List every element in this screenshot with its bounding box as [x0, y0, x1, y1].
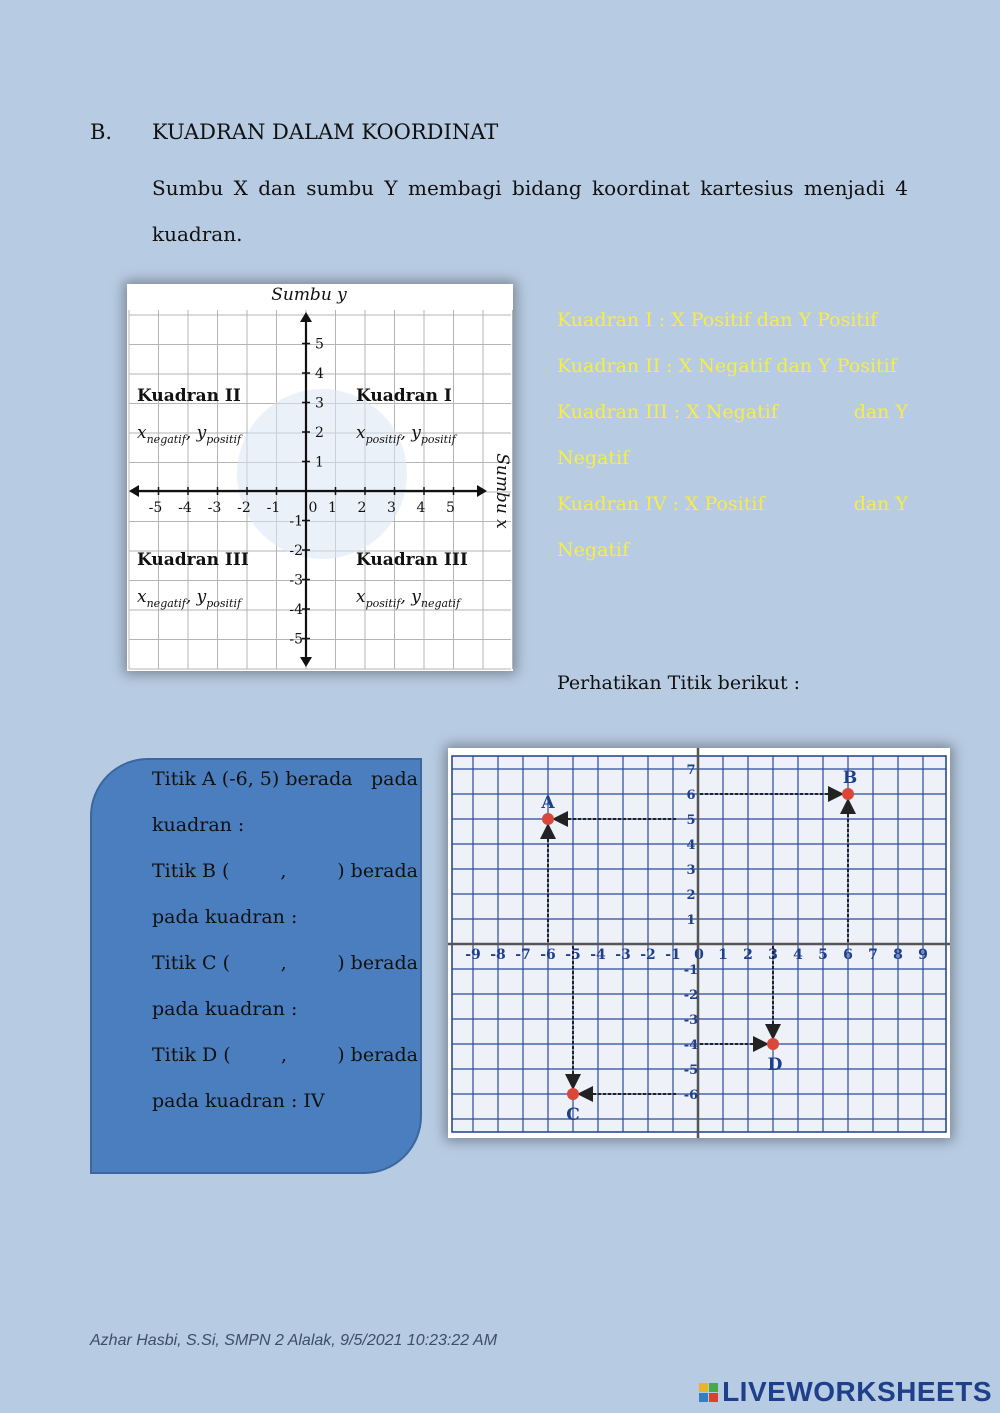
- y-tick-label: 2: [686, 888, 696, 903]
- y-tick-label: -4: [289, 602, 303, 618]
- point-b: [842, 788, 854, 800]
- question-c-right: ) berada: [337, 952, 418, 974]
- x-tick-label: -2: [640, 947, 656, 963]
- y-tick-label: 7: [686, 763, 696, 778]
- y-axis-top-arrow-icon: [300, 312, 312, 322]
- y-tick-label: 1: [686, 913, 696, 928]
- x-axis-right-arrow-icon: [477, 485, 487, 497]
- point-c: [567, 1088, 579, 1100]
- x-tick-label: -3: [615, 947, 631, 963]
- brand-logo-tile: [699, 1393, 708, 1402]
- x-tick-label: -1: [665, 947, 681, 963]
- brand-logo-tile: [709, 1393, 718, 1402]
- x-tick-label: -4: [590, 947, 606, 963]
- notice-text: Perhatikan Titik berikut :: [557, 672, 801, 694]
- question-a-right: pada: [371, 768, 418, 790]
- x-tick-label: -3: [207, 500, 222, 516]
- point-label: D: [767, 1055, 783, 1075]
- question-b-cont: pada kuadran :: [152, 906, 298, 928]
- x-tick-label: 4: [793, 947, 803, 963]
- x-tick-label: -1: [266, 500, 281, 516]
- y-tick-label: -1: [683, 963, 699, 978]
- x-tick-label: -8: [490, 947, 506, 963]
- x-tick-label: -5: [565, 947, 581, 963]
- x-tick-label: 3: [768, 947, 778, 963]
- brand-name: LIVEWORKSHEETS: [722, 1376, 992, 1407]
- brand-logo-tile: [709, 1383, 718, 1392]
- y-tick-label: 4: [686, 838, 696, 853]
- point-label: A: [541, 793, 555, 813]
- y-tick-label: 5: [315, 336, 324, 353]
- section-letter: B.: [90, 120, 113, 144]
- x-tick-label: 9: [918, 947, 928, 963]
- brand: [699, 1376, 992, 1408]
- x-tick-label: 5: [818, 947, 828, 963]
- x-tick-label: 4: [416, 500, 426, 516]
- y-tick-label: -5: [683, 1063, 699, 1078]
- y-tick-label: 3: [686, 863, 696, 878]
- brand-logo-tile: [699, 1383, 708, 1392]
- x-tick-label: 6: [843, 947, 853, 963]
- legend-q3-right: dan Y: [853, 401, 908, 423]
- quadrant-title: Kuadran II: [137, 386, 241, 406]
- x-tick-label: -5: [148, 500, 163, 516]
- points-diagram: [448, 748, 950, 1138]
- quadrant-sign-rule: $x_{positif}$, $y_{negatif}$: [356, 587, 461, 610]
- y-tick-label: -4: [683, 1038, 699, 1053]
- question-d-left: Titik D (: [152, 1044, 231, 1066]
- y-axis-title: Sumbu y: [271, 285, 347, 305]
- question-b: [152, 848, 418, 894]
- question-c-cont: pada kuadran :: [152, 998, 298, 1020]
- watermark-logo-icon: [237, 389, 407, 559]
- footer-credit: Azhar Hasbi, S.Si, SMPN 2 Alalak, 9/5/2021 10:23:22 AM: [90, 1332, 498, 1349]
- x-axis-left-arrow-icon: [129, 485, 139, 497]
- question-b-left: Titik B (: [152, 860, 230, 882]
- quadrant-title: Kuadran I: [356, 386, 452, 406]
- legend-q3: [557, 389, 908, 435]
- legend-q1: Kuadran I : X Positif dan Y Positif: [557, 309, 878, 331]
- question-d-cont: pada kuadran : IV: [152, 1090, 325, 1112]
- question-c-left: Titik C (: [152, 952, 231, 974]
- question-c-comma: ,: [280, 952, 287, 974]
- question-a: [152, 756, 418, 802]
- x-tick-label: 1: [718, 947, 728, 963]
- intro-paragraph: Sumbu X dan sumbu Y membagi bidang koordinat kartesius menjadi 4 kuadran.: [152, 176, 908, 246]
- y-tick-label: -1: [289, 513, 303, 530]
- legend-q4-left: Kuadran IV : X Positif: [557, 493, 765, 515]
- point-label: B: [842, 768, 858, 788]
- x-tick-label: 3: [387, 500, 396, 516]
- legend-q3-cont: Negatif: [557, 447, 630, 469]
- x-tick-label: 0: [694, 947, 704, 963]
- x-tick-label: 1: [328, 500, 337, 516]
- quadrant-sign-rule: $x_{positif}$, $y_{positif}$: [356, 423, 456, 446]
- legend-q4-right: dan Y: [853, 493, 908, 515]
- brand-logo-icon: [699, 1383, 718, 1402]
- x-tick-label: -6: [540, 947, 556, 963]
- y-tick-label: -5: [289, 631, 303, 648]
- y-tick-label: 5: [686, 813, 696, 828]
- question-a-text: Titik A (-6, 5) berada: [152, 768, 353, 790]
- x-tick-label: 0: [308, 500, 318, 516]
- quadrant-legend: [557, 297, 908, 573]
- point-label: C: [566, 1105, 580, 1125]
- x-tick-label: -4: [178, 500, 192, 516]
- x-tick-label: 8: [893, 947, 903, 963]
- point-a: [542, 813, 554, 825]
- x-tick-label: 7: [868, 947, 878, 963]
- legend-q4-cont: Negatif: [557, 539, 630, 561]
- quadrant-title: Kuadran III: [356, 550, 468, 570]
- question-list: [152, 756, 418, 1124]
- x-tick-label: 2: [357, 500, 367, 516]
- y-axis-bottom-arrow-icon: [300, 657, 312, 667]
- section-title: KUADRAN DALAM KOORDINAT: [152, 120, 499, 144]
- question-a-cont: kuadran :: [152, 814, 245, 836]
- x-tick-label: -7: [515, 947, 531, 963]
- x-tick-label: 5: [446, 500, 455, 516]
- y-tick-label: 2: [315, 425, 324, 441]
- legend-q3-left: Kuadran III : X Negatif: [557, 401, 778, 423]
- question-b-comma: ,: [280, 860, 287, 882]
- x-tick-label: -9: [465, 947, 481, 963]
- question-c: [152, 940, 418, 986]
- y-tick-label: -2: [289, 543, 303, 559]
- quadrant-sign-rule: $x_{negatif}$, $y_{positif}$: [137, 423, 242, 446]
- y-tick-label: 4: [315, 366, 324, 382]
- y-tick-label: -6: [683, 1088, 699, 1103]
- question-b-right: ) berada: [337, 860, 418, 882]
- legend-q4: [557, 481, 908, 527]
- y-tick-label: -3: [683, 1013, 699, 1028]
- x-tick-label: 2: [743, 947, 753, 963]
- question-d-right: ) berada: [337, 1044, 418, 1066]
- y-tick-label: -3: [289, 572, 303, 589]
- x-tick-label: -2: [237, 500, 251, 516]
- x-axis-title: Sumbu x: [492, 453, 512, 529]
- question-d: [152, 1032, 418, 1078]
- legend-q2: Kuadran II : X Negatif dan Y Positif: [557, 355, 897, 377]
- y-tick-label: 3: [315, 395, 324, 412]
- point-d: [767, 1038, 779, 1050]
- y-tick-label: 1: [315, 454, 324, 471]
- quadrant-sign-rule: $x_{negatif}$, $y_{positif}$: [137, 587, 242, 610]
- y-tick-label: -2: [683, 988, 699, 1003]
- quadrant-diagram: [127, 284, 513, 671]
- quadrant-title: Kuadran III: [137, 550, 249, 570]
- y-tick-label: 6: [686, 788, 696, 803]
- question-d-comma: ,: [280, 1044, 287, 1066]
